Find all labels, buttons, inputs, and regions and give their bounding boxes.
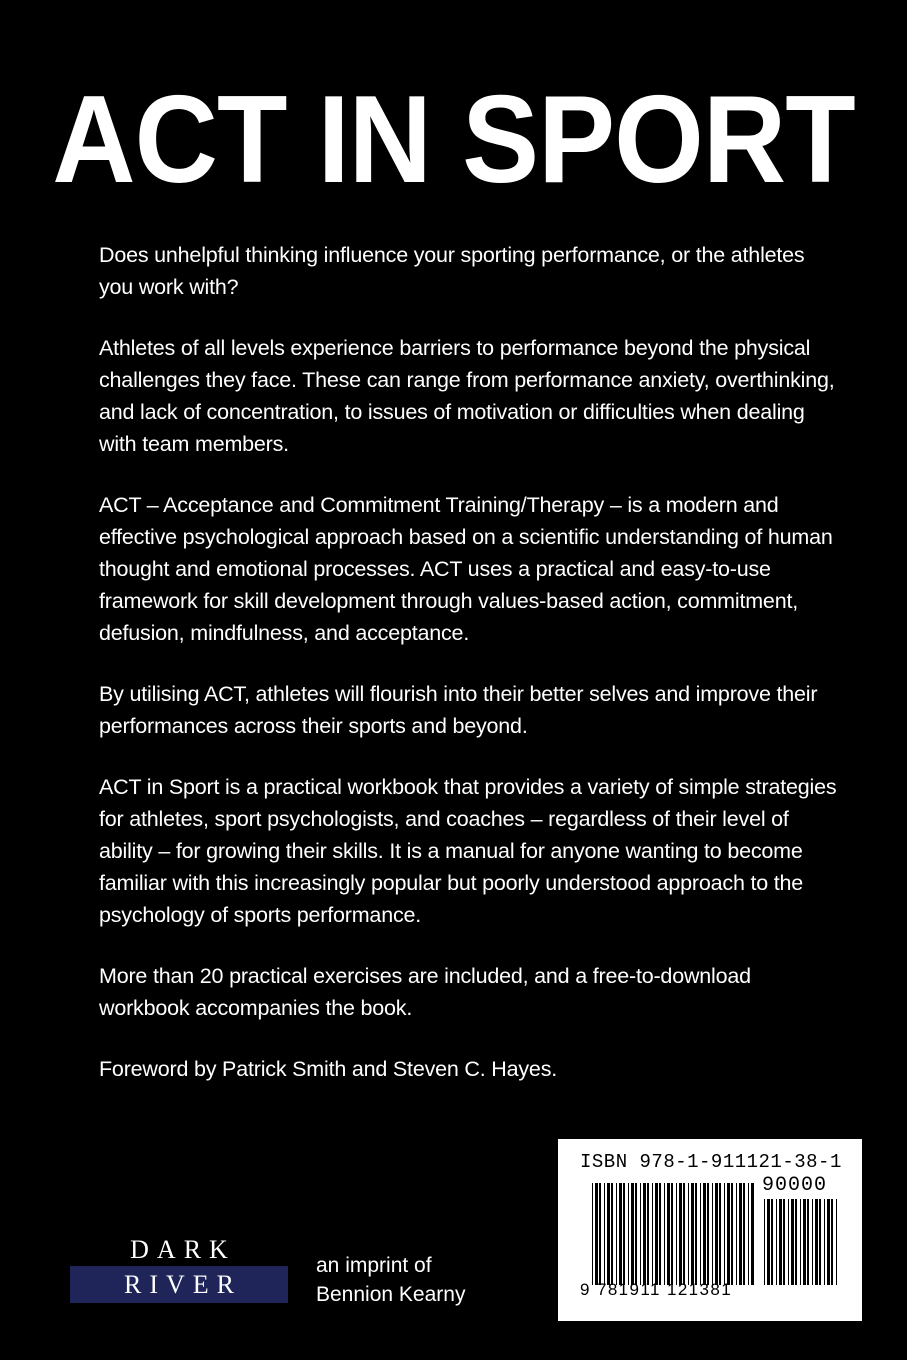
blurb-paragraph: By utilising ACT, athletes will flourish into their better selves and improve their performances across their sports and beyond. <box>99 682 818 738</box>
imprint-publisher-name: Bennion Kearny <box>316 1283 466 1306</box>
imprint-line: an imprint of <box>316 1254 432 1277</box>
blurb-paragraph: Athletes of all levels experience barriers to performance beyond the physical challenges they face. These can range from performance anxiety, overthinking, and lack of concentration, to issues of motivation or difficulties when dealing with team members. <box>99 336 835 456</box>
back-cover-blurb <box>99 239 839 1114</box>
logo-word-dark: DARK <box>130 1235 236 1264</box>
price-code: 90000 <box>762 1174 828 1197</box>
isbn-label: ISBN 978-1-911121-38-1 <box>580 1151 842 1173</box>
logo-word-river: RIVER <box>70 1266 288 1303</box>
imprint-text <box>316 1251 465 1309</box>
blurb-paragraph: Foreword by Patrick Smith and Steven C. Hayes. <box>99 1057 558 1081</box>
blurb-paragraph: More than 20 practical exercises are included, and a free-to-download workbook accompanies the book. <box>99 964 751 1020</box>
blurb-paragraph: Does unhelpful thinking influence your sporting performance, or the athletes you work with? <box>99 243 805 299</box>
barcode-digits: 9 781911 121381 <box>580 1280 733 1299</box>
blurb-paragraph: ACT – Acceptance and Commitment Training/Therapy – is a modern and effective psychological approach based on a scientific understanding of human thought and emotional processes. ACT uses a practical and easy-to-use framework for skill development through values-based action, commitment, defusion, mindfulness, and acceptance. <box>99 493 833 645</box>
publisher-logo <box>70 1234 288 1303</box>
isbn-barcode-panel <box>558 1139 862 1321</box>
blurb-paragraph: ACT in Sport is a practical workbook that provides a variety of simple strategies for athletes, sport psychologists, and coaches – regardless of their level of ability – for growing their skills. It is a manual for anyone wanting to become familiar with this increasingly popular but poorly understood approach to the psychology of sports performance. <box>99 775 837 927</box>
book-title: ACT IN SPORT <box>52 71 855 209</box>
